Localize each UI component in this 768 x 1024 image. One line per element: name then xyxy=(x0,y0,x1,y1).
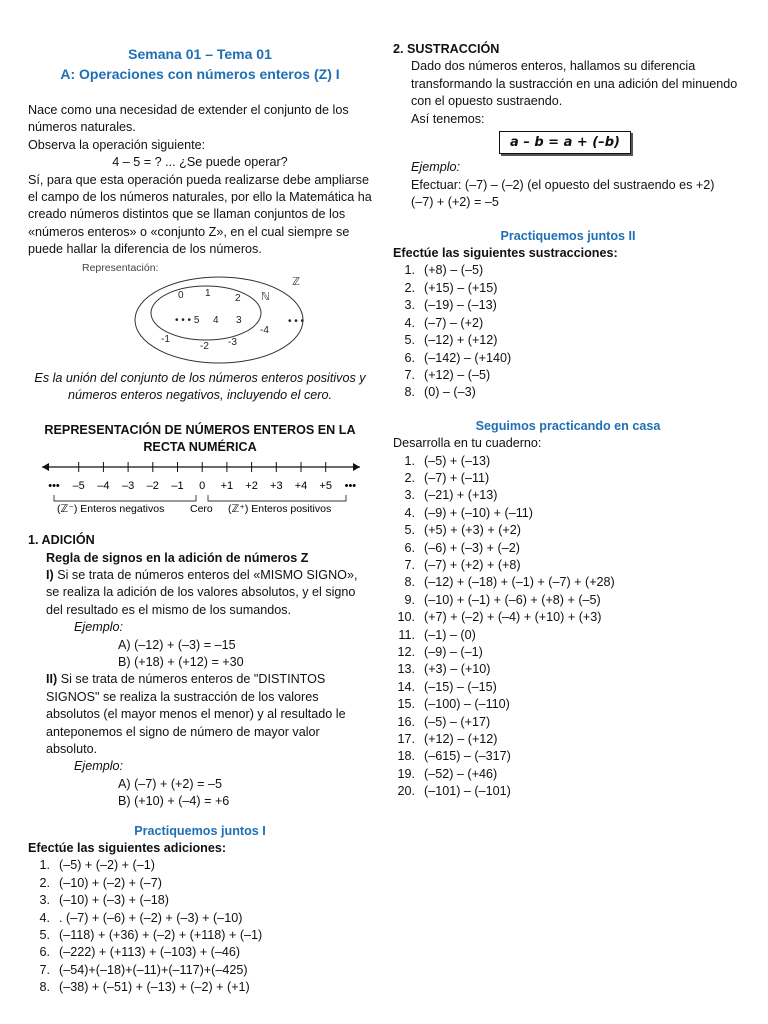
number-line-tick-label: –1 xyxy=(171,479,184,492)
zero-label: Cero xyxy=(190,502,213,515)
page-title-line1: Semana 01 – Tema 01 xyxy=(128,46,272,62)
exercise-number: 18. xyxy=(397,749,415,764)
exercise-item xyxy=(393,609,743,626)
sustraccion-example-2: (–7) + (+2) = –5 xyxy=(411,195,499,210)
exercise-number: 15. xyxy=(397,697,415,712)
venn-inner-3: • • • 5 xyxy=(175,314,200,326)
exercise-number: 5. xyxy=(39,928,50,943)
exercise-number: 6. xyxy=(404,350,415,365)
exercise-item xyxy=(28,892,372,909)
exercise-number: 8. xyxy=(404,385,415,400)
exercise-text: (+12) – (+12) xyxy=(424,732,498,747)
intro-paragraph-4: Sí, para que esta operación pueda realizarse debe ampliarse el campo de los números naturales, por ello la Matemática ha creado números distintos que se llaman conjuntos de los «números enteros» o «conjunto Z», en el cual siempre se puede hallar la diferencia de los números. xyxy=(28,172,372,257)
sustraccion-example-1: Efectuar: (–7) – (–2) (el opuesto del sustraendo es +2) xyxy=(411,177,715,192)
exercise-text: (–21) + (+13) xyxy=(424,488,498,503)
exercise-text: (–100) – (–110) xyxy=(424,697,510,712)
sustraccion-heading: 2. SUSTRACCIÓN xyxy=(393,42,500,56)
number-line-tick-label: +4 xyxy=(294,479,308,492)
exercise-number: 19. xyxy=(397,766,415,781)
number-line-tick-label: 0 xyxy=(199,479,206,492)
practica2-heading: Practiquemos juntos II xyxy=(500,228,636,243)
adicion-body xyxy=(28,550,372,811)
exercise-item xyxy=(393,470,743,487)
number-line-tick-label: +3 xyxy=(270,479,283,492)
set-z-label: ℤ xyxy=(292,275,301,288)
exercise-number: 16. xyxy=(397,714,415,729)
venn-label: Representación: xyxy=(82,261,159,274)
exercise-number: 1. xyxy=(404,263,415,278)
exercise-number: 7. xyxy=(39,962,50,977)
exercise-text: (–7) – (+2) xyxy=(424,315,484,330)
exercise-item xyxy=(28,910,372,927)
adicion-case2 xyxy=(46,671,372,758)
page-title-line2: A: Operaciones con números enteros (Z) I xyxy=(60,66,340,82)
exercise-text: (–118) + (+36) + (–2) + (+118) + (–1) xyxy=(59,928,263,943)
positive-bracket xyxy=(208,495,346,501)
exercise-item xyxy=(393,487,743,504)
adicion-heading: 1. ADICIÓN xyxy=(28,533,95,548)
exercise-item xyxy=(393,696,743,713)
exercise-text: (+7) + (–2) + (–4) + (+10) + (+3) xyxy=(424,610,602,625)
exercise-text: (–9) – (–1) xyxy=(424,645,483,659)
set-n-label: ℕ xyxy=(261,290,270,303)
exercise-item xyxy=(393,332,743,349)
exercise-item xyxy=(393,505,743,522)
exercise-text: (–5) + (–2) + (–1) xyxy=(59,858,155,873)
exercise-text: (–10) + (–3) + (–18) xyxy=(59,893,169,908)
exercise-item xyxy=(393,384,743,401)
venn-outer-3: -3 xyxy=(228,336,237,348)
exercise-number: 3. xyxy=(39,893,50,908)
negative-label: (ℤ⁻) Enteros negativos xyxy=(57,502,165,515)
venn-svg xyxy=(28,261,372,365)
exercise-number: 17. xyxy=(397,732,415,747)
exercise-text: . (–7) + (–6) + (–2) + (–3) + (–10) xyxy=(59,910,243,925)
practica2-instruction: Efectúe las siguientes sustracciones: xyxy=(393,246,618,261)
exercise-item xyxy=(393,574,743,591)
adicion-example1-label: Ejemplo: xyxy=(74,620,123,635)
exercise-item xyxy=(393,679,743,696)
adicion-case1 xyxy=(46,567,372,619)
venn-inner-0: 0 xyxy=(178,289,184,301)
exercise-text: (–142) – (+140) xyxy=(424,350,512,365)
number-line-tick-label: ••• xyxy=(344,479,357,492)
exercise-item xyxy=(393,315,743,332)
exercise-text: (–615) – (–317) xyxy=(424,749,511,764)
exercise-number: 10. xyxy=(397,610,415,625)
number-line-tick-label: –5 xyxy=(72,479,85,492)
exercise-text: (–6) + (–3) + (–2) xyxy=(424,540,520,555)
venn-inner-1: 1 xyxy=(205,287,211,299)
positive-label: (ℤ⁺) Enteros positivos xyxy=(228,502,332,515)
exercise-text: (+3) – (+10) xyxy=(424,662,491,677)
exercise-item xyxy=(393,627,743,644)
exercise-number: 3. xyxy=(404,298,415,313)
exercise-item xyxy=(28,857,372,874)
intro-paragraph-1: Nace como una necesidad de extender el conjunto de los números naturales. xyxy=(28,103,349,135)
casa-instruction: Desarrolla en tu cuaderno: xyxy=(393,436,542,451)
exercise-item xyxy=(393,644,743,661)
exercise-number: 5. xyxy=(404,333,415,348)
number-line-svg xyxy=(28,457,372,515)
exercise-number: 4. xyxy=(39,910,50,925)
sustraccion-text: Dado dos números enteros, hallamos su diferencia transformando la sustracción en una adición del minuendo con el opuesto sustraendo. xyxy=(411,59,738,109)
case2-label: II) xyxy=(46,672,58,687)
intro-operation: 4 – 5 = ? ... ¿Se puede operar? xyxy=(112,155,288,170)
number-line-right-arrow xyxy=(353,463,360,471)
subtraction-formula: a – b = a + (–b) xyxy=(499,131,631,154)
intro-paragraph-2: Observa la operación siguiente: xyxy=(28,137,206,152)
number-line-tick-label: –4 xyxy=(97,479,110,492)
exercise-text: (–222) + (+113) + (–103) + (–46) xyxy=(59,945,241,960)
exercise-item xyxy=(393,592,743,609)
exercise-number: 20. xyxy=(397,784,415,799)
exercise-text: (+12) – (–5) xyxy=(424,367,491,382)
exercise-number: 4. xyxy=(404,315,415,330)
exercise-text: (–5) – (+17) xyxy=(424,714,491,729)
case2-text: Si se trata de números enteros de "DISTINTOS SIGNOS" se realiza la sustracción de los valores absolutos (el mayor menos el menor) y al resultado le anteponemos el signo de número de mayor valor absoluto. xyxy=(46,672,346,756)
exercise-text: (–52) – (+46) xyxy=(424,766,498,781)
number-line-tick-label: +5 xyxy=(319,479,332,492)
exercise-text: (–101) – (–101) xyxy=(424,784,511,799)
exercise-number: 14. xyxy=(397,679,415,694)
adicion-rule: Regla de signos en la adición de números Z xyxy=(46,550,309,565)
practica1-heading: Practiquemos juntos I xyxy=(134,823,266,838)
exercise-text: (–9) + (–10) + (–11) xyxy=(424,505,533,520)
venn-caption: Es la unión del conjunto de los números enteros positivos y números enteros negativos, incluyendo el cero. xyxy=(34,371,366,403)
number-line-tick-label: –3 xyxy=(121,479,135,492)
number-line-tick-label: ••• xyxy=(48,479,60,492)
set-z-ellipse xyxy=(135,277,303,363)
exercise-item xyxy=(393,731,743,748)
exercise-item xyxy=(393,540,743,557)
case1-text: Si se trata de números enteros del «MISMO SIGNO», se realiza la adición de los valores absolutos, y el signo del resultado es el mismo de los sumandos. xyxy=(46,567,358,617)
exercise-item xyxy=(393,262,743,279)
exercise-number: 4. xyxy=(404,505,415,520)
exercise-number: 2. xyxy=(404,470,415,485)
number-line xyxy=(28,457,372,520)
exercise-item xyxy=(28,962,372,979)
exercise-text: (+5) + (+3) + (+2) xyxy=(424,523,521,538)
adicion-example2-a: A) (–7) + (+2) = –5 xyxy=(118,776,222,791)
exercise-number: 6. xyxy=(39,945,50,960)
exercise-number: 5. xyxy=(404,523,415,538)
exercise-number: 1. xyxy=(39,858,50,873)
venn-outer-0: -4 xyxy=(260,324,269,336)
exercise-text: (–15) – (–15) xyxy=(424,679,497,694)
exercise-item xyxy=(393,783,743,800)
exercise-item xyxy=(393,766,743,783)
exercise-item xyxy=(393,748,743,765)
exercise-item xyxy=(393,297,743,314)
venn-outer-1: -1 xyxy=(161,333,170,345)
exercise-number: 6. xyxy=(404,540,415,555)
practica1-list xyxy=(28,857,372,996)
sustraccion-asi: Así tenemos: xyxy=(411,111,485,126)
exercise-number: 11. xyxy=(398,627,415,642)
exercise-number: 2. xyxy=(404,280,415,295)
exercise-text: (+15) – (+15) xyxy=(424,280,498,295)
exercise-text: (–54)+(–18)+(–11)+(–117)+(–425) xyxy=(59,962,248,977)
casa-list xyxy=(393,453,743,801)
exercise-number: 12. xyxy=(397,645,415,659)
practica2-list xyxy=(393,262,743,401)
exercise-text: (–10) + (–2) + (–7) xyxy=(59,875,162,890)
exercise-text: (–19) – (–13) xyxy=(424,298,497,313)
venn-inner-4: 4 xyxy=(213,314,219,326)
exercise-text: (–7) + (–11) xyxy=(424,470,490,485)
exercise-item xyxy=(28,979,372,996)
numline-heading: REPRESENTACIÓN DE NÚMEROS ENTEROS EN LA RECTA NUMÉRICA xyxy=(44,422,356,455)
exercise-number: 9. xyxy=(404,592,415,607)
exercise-number: 8. xyxy=(404,575,415,590)
venn-outer-4: • • • xyxy=(288,315,305,327)
exercise-item xyxy=(393,522,743,539)
exercise-text: (–12) + (+12) xyxy=(424,333,498,348)
exercise-number: 1. xyxy=(404,453,415,468)
sustraccion-body xyxy=(393,58,743,211)
practica1-instruction: Efectúe las siguientes adiciones: xyxy=(28,841,227,855)
exercise-item xyxy=(393,280,743,297)
exercise-number: 2. xyxy=(39,875,50,890)
adicion-example2-b: B) (+10) + (–4) = +6 xyxy=(118,794,230,809)
exercise-item xyxy=(28,927,372,944)
case1-label: I) xyxy=(46,567,54,582)
negative-bracket xyxy=(54,495,196,501)
left-column xyxy=(28,0,372,997)
adicion-example1-b: B) (+18) + (+12) = +30 xyxy=(118,654,244,669)
right-column xyxy=(393,0,743,801)
exercise-text: (–10) + (–1) + (–6) + (+8) + (–5) xyxy=(424,592,601,607)
adicion-example2-label: Ejemplo: xyxy=(74,759,123,774)
exercise-text: (–12) + (–18) + (–1) + (–7) + (+28) xyxy=(424,575,615,590)
exercise-item xyxy=(28,944,372,961)
venn-diagram xyxy=(28,261,372,370)
exercise-item xyxy=(28,875,372,892)
venn-inner-5: 3 xyxy=(236,314,242,326)
sustraccion-example-label: Ejemplo: xyxy=(411,160,460,175)
exercise-item xyxy=(393,714,743,731)
exercise-item xyxy=(393,350,743,367)
venn-outer-2: -2 xyxy=(200,340,209,352)
exercise-number: 7. xyxy=(404,367,415,382)
venn-inner-2: 2 xyxy=(235,292,241,304)
exercise-number: 8. xyxy=(39,980,50,995)
exercise-item xyxy=(393,557,743,574)
adicion-example1-a: A) (–12) + (–3) = –15 xyxy=(118,637,236,652)
number-line-tick-label: –2 xyxy=(146,479,159,492)
formula-wrap xyxy=(411,131,743,154)
number-line-left-arrow xyxy=(42,463,49,471)
exercise-number: 7. xyxy=(404,557,415,572)
exercise-text: (–38) + (–51) + (–13) + (–2) + (+1) xyxy=(59,980,250,995)
exercise-text: (–5) + (–13) xyxy=(424,453,491,468)
exercise-text: (–7) + (+2) + (+8) xyxy=(424,557,521,572)
number-line-tick-label: +2 xyxy=(245,479,258,492)
exercise-text: (0) – (–3) xyxy=(424,385,476,400)
number-line-tick-label: +1 xyxy=(220,479,234,492)
exercise-number: 3. xyxy=(404,488,415,503)
exercise-item xyxy=(393,661,743,678)
exercise-text: (–1) – (0) xyxy=(424,627,476,642)
exercise-text: (+8) – (–5) xyxy=(424,263,484,278)
exercise-number: 13. xyxy=(397,662,415,677)
casa-heading: Seguimos practicando en casa xyxy=(475,418,661,433)
exercise-item xyxy=(393,367,743,384)
exercise-item xyxy=(393,453,743,470)
